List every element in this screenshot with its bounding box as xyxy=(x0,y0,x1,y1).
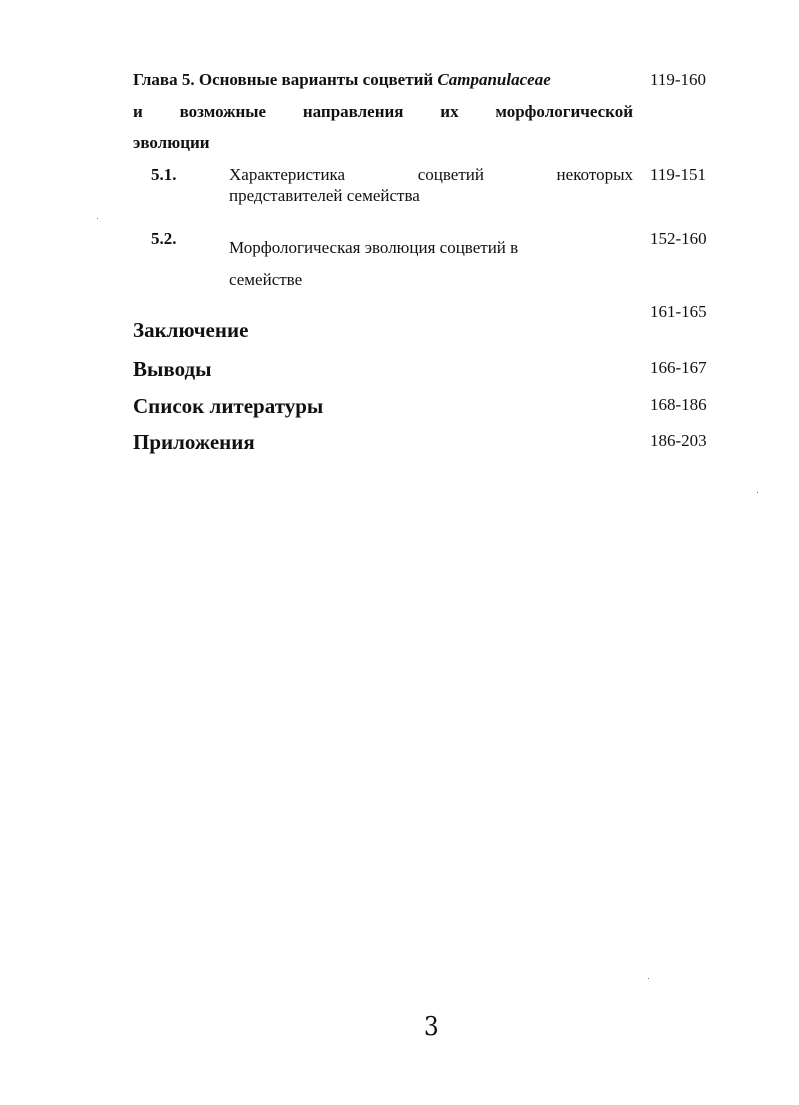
section-references-pages: 168-186 xyxy=(650,395,707,414)
word: их xyxy=(440,102,459,121)
subsection-5-2-pages: 152-160 xyxy=(650,229,707,248)
word: направления xyxy=(302,102,404,121)
word: и xyxy=(133,102,143,121)
section-references-title: Список литературы xyxy=(133,394,324,418)
section-conclusion-title: Заключение xyxy=(133,318,249,342)
chapter-5-title xyxy=(133,70,551,90)
subsection-5-1-title-line2: представителей семейства xyxy=(229,186,420,205)
chapter-5-title-bold: Глава 5. Основные варианты соцветий xyxy=(133,70,434,89)
subsection-5-2-title-line1: Морфологическая эволюция соцветий в xyxy=(229,238,519,257)
subsection-5-1-number: 5.1. xyxy=(151,165,177,184)
word: Характеристика xyxy=(229,165,346,184)
section-appendices-pages: 186-203 xyxy=(650,431,707,450)
section-conclusion-pages: 161-165 xyxy=(650,302,707,321)
subsection-5-1-title-line1 xyxy=(229,165,633,185)
word: возможные xyxy=(179,102,267,121)
chapter-5-pages: 119-160 xyxy=(650,70,707,89)
chapter-5-title-line3: эволюции xyxy=(133,133,210,152)
scan-speck xyxy=(648,978,649,979)
word: морфологической xyxy=(495,102,633,121)
chapter-5-title-italic: Campanulaceae xyxy=(437,70,551,89)
chapter-5-title-line2 xyxy=(133,102,633,122)
section-findings-pages: 166-167 xyxy=(650,358,707,377)
word: некоторых xyxy=(556,165,633,184)
scan-speck xyxy=(757,492,758,493)
subsection-5-2-number: 5.2. xyxy=(151,229,177,248)
page-number: 3 xyxy=(423,1012,439,1042)
section-appendices-title: Приложения xyxy=(133,430,255,454)
subsection-5-2-title-line2: семействе xyxy=(229,270,303,289)
section-findings-title: Выводы xyxy=(133,357,212,381)
word: соцветий xyxy=(417,165,484,184)
subsection-5-1-pages: 119-151 xyxy=(650,165,707,184)
scan-speck xyxy=(97,218,98,219)
